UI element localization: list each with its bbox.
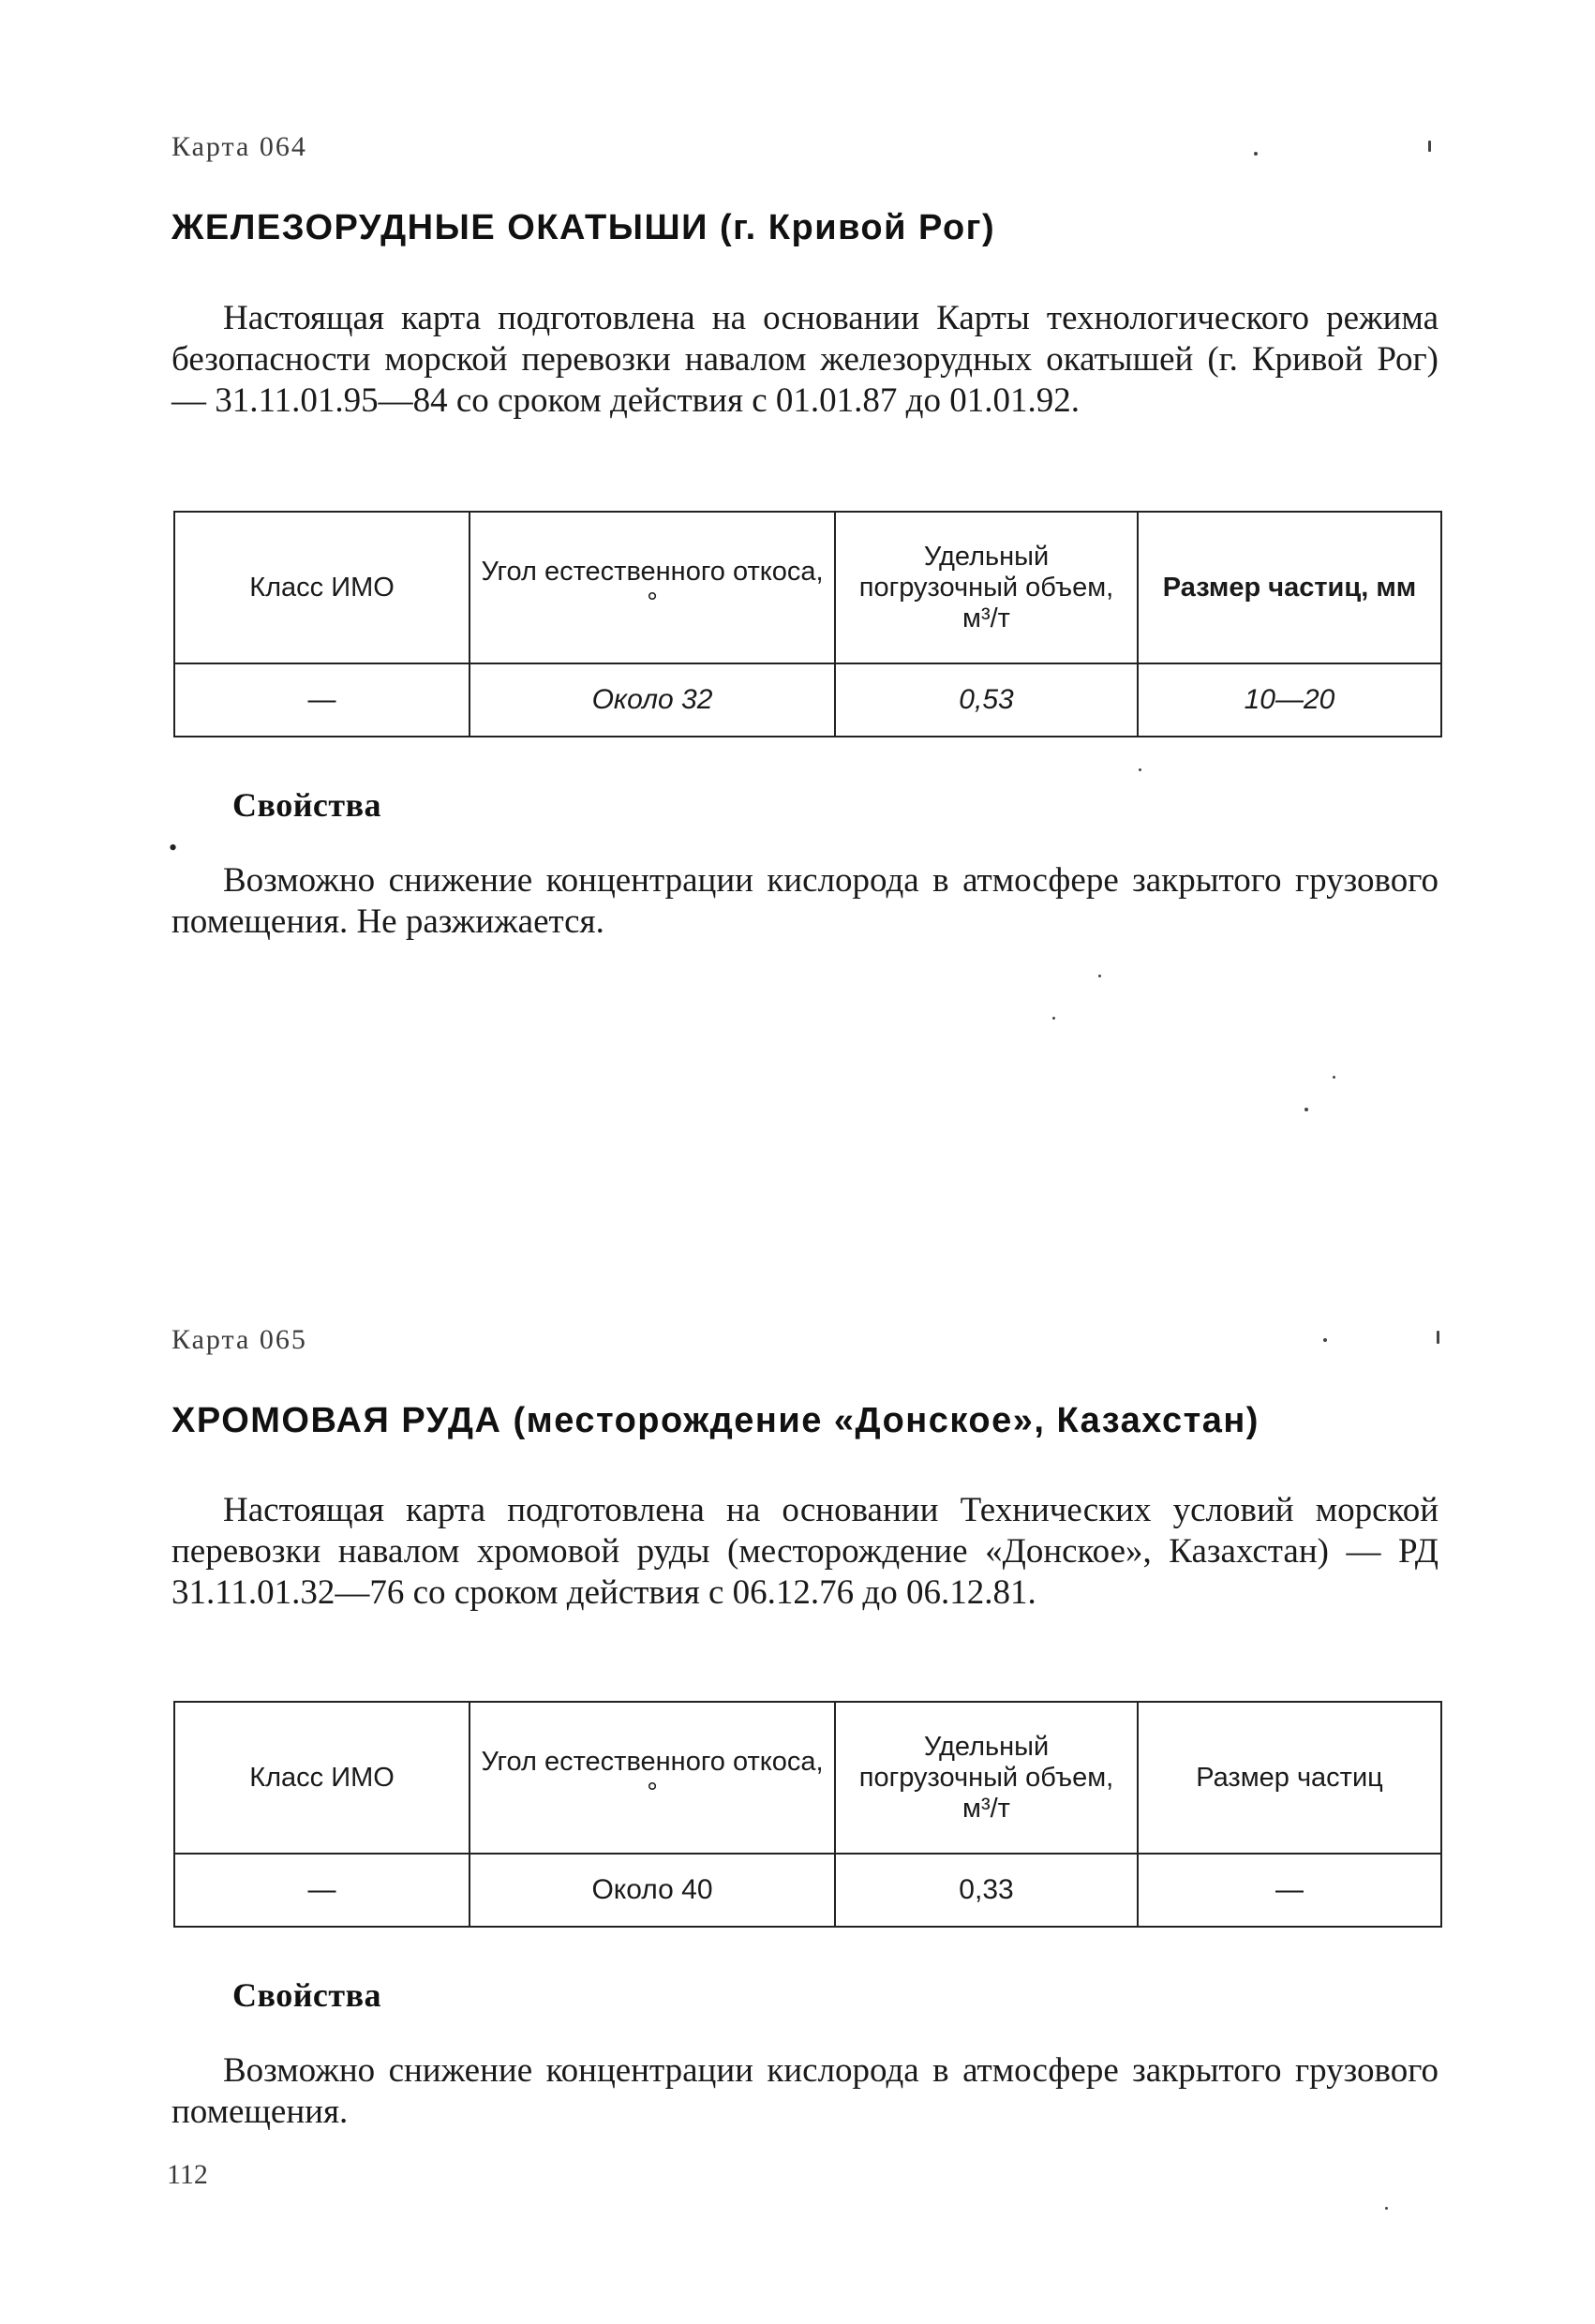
card-064-properties-heading: Свойства	[232, 786, 382, 824]
scan-speck	[1139, 768, 1141, 771]
scan-speck	[1437, 1331, 1439, 1344]
scan-speck	[1098, 975, 1101, 977]
cell-particle-size: —	[1138, 1854, 1441, 1927]
page-number: 112	[167, 2159, 208, 2190]
card-065-intro: Настоящая карта подготовлена на основании Технических условий морской перевозки навалом хромовой руды (месторождение «Донское», Казахстан) — РД 31.11.01.32—76 со сроком действия с 06.12.76 до 06.12.81.	[171, 1491, 1438, 1612]
table-header-row	[174, 1702, 1441, 1854]
header-particle-size: Размер частиц, мм	[1138, 512, 1441, 663]
card-065-label: Карта 065	[171, 1324, 307, 1355]
card-064-intro: Настоящая карта подготовлена на основании Карты технологического режима безопасности морской перевозки навалом железорудных окатышей (г. Кривой Рог) — 31.11.01.95—84 со сроком действия с 01.01.87 до 01.01.92.	[171, 299, 1438, 420]
cell-particle-size: 10—20	[1138, 663, 1441, 737]
card-064-properties-table	[173, 511, 1442, 737]
card-065-title: ХРОМОВАЯ РУДА (месторождение «Донское», Казахстан)	[171, 1401, 1260, 1440]
card-065-properties-heading: Свойства	[232, 1976, 382, 2014]
scan-speck	[1385, 2207, 1388, 2210]
header-imo-class: Класс ИМО	[174, 512, 470, 663]
header-particle-size: Размер частиц	[1138, 1702, 1441, 1854]
bullet-mark: •	[169, 834, 178, 861]
cell-imo-class: —	[174, 663, 470, 737]
card-064-properties-text: Возможно снижение концентрации кислорода в атмосфере закрытого грузового помещения. Не разжижается.	[171, 861, 1438, 941]
card-064-title: ЖЕЛЕЗОРУДНЫЕ ОКАТЫШИ (г. Кривой Рог)	[171, 208, 996, 247]
header-stowage-factor: Удельный погрузочный объем, м³/т	[835, 512, 1138, 663]
header-repose-angle: Угол естественного откоса, °	[470, 1702, 835, 1854]
table-row	[174, 663, 1441, 737]
scan-speck	[1323, 1338, 1327, 1342]
scan-speck	[1333, 1076, 1335, 1079]
scan-speck	[1254, 152, 1258, 156]
scan-speck	[1052, 1017, 1055, 1020]
scan-speck	[1428, 141, 1431, 152]
header-imo-class: Класс ИМО	[174, 1702, 470, 1854]
cell-imo-class: —	[174, 1854, 470, 1927]
scan-speck	[1304, 1108, 1308, 1111]
cell-stowage-factor: 0,53	[835, 663, 1138, 737]
cell-repose-angle: Около 32	[470, 663, 835, 737]
card-065-properties-text: Возможно снижение концентрации кислорода в атмосфере закрытого грузового помещения.	[171, 2051, 1438, 2131]
card-065-properties-table	[173, 1701, 1442, 1928]
header-stowage-factor: Удельный погрузочный объем, м³/т	[835, 1702, 1138, 1854]
table-row	[174, 1854, 1441, 1927]
header-repose-angle: Угол естественного откоса, °	[470, 512, 835, 663]
cell-repose-angle: Около 40	[470, 1854, 835, 1927]
card-064-label: Карта 064	[171, 131, 307, 162]
cell-stowage-factor: 0,33	[835, 1854, 1138, 1927]
table-header-row	[174, 512, 1441, 663]
